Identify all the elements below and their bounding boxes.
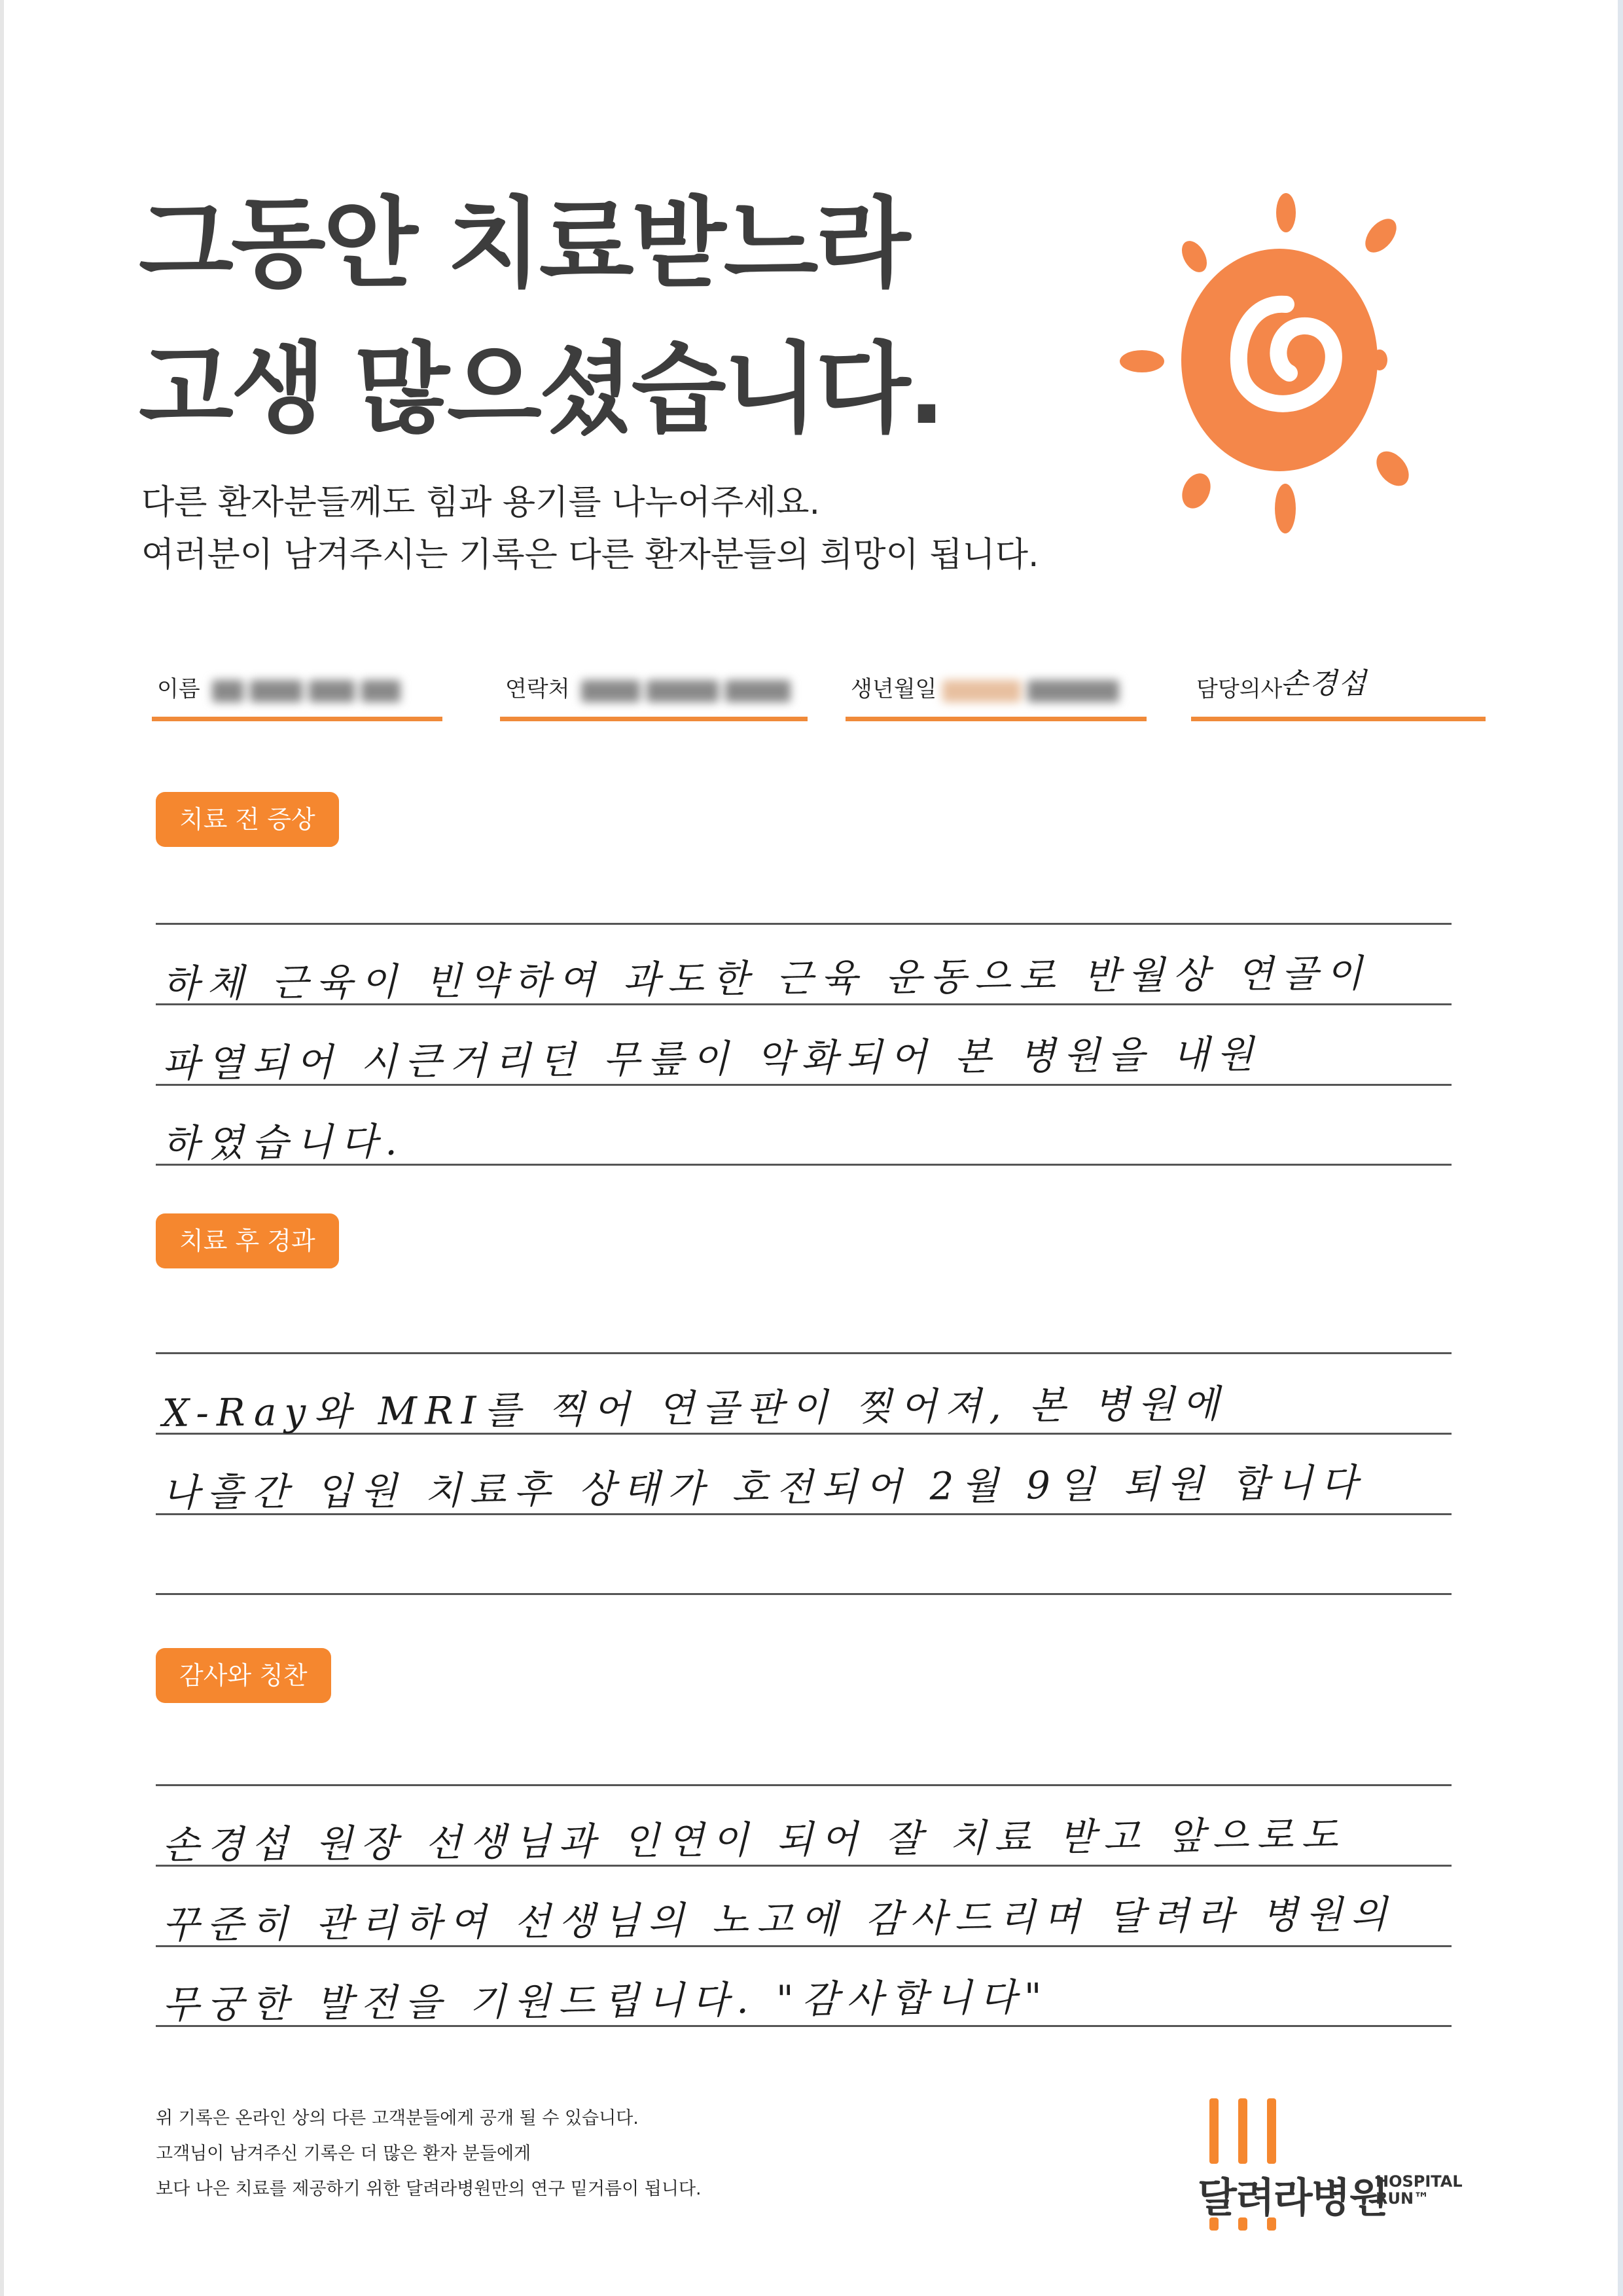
intro-line-2: 여러분이 남겨주시는 기록은 다른 환자분들의 희망이 됩니다.: [141, 535, 1039, 575]
sun-illustration: [1099, 177, 1414, 550]
birthdate-label: 생년월일: [851, 676, 937, 702]
before-line-1: 하체 근육이 빈약하여 과도한 근육 운동으로 반월상 연골이: [162, 950, 1371, 1006]
footer-note-3: 보다 나은 치료를 제공하기 위한 달려라병원만의 연구 밑거름이 됩니다.: [156, 2179, 702, 2199]
thanks-line-3: 무궁한 발전을 기원드립니다. "감사합니다": [162, 1975, 1050, 2027]
section-badge-after: 치료 후 경과: [156, 1213, 339, 1268]
headline-line-2: 고생 많으셨습니다.: [139, 332, 943, 446]
intro-text: [141, 476, 1039, 581]
ruled-line: [156, 1352, 1452, 1354]
logo-english-line-2: RUN™: [1376, 2189, 1430, 2208]
section-badge-thanks: 감사와 칭찬: [156, 1648, 331, 1703]
footer-note-1: 위 기록은 온라인 상의 다른 고객분들에게 공개 될 수 있습니다.: [156, 2108, 639, 2128]
name-label: 이름: [157, 676, 200, 702]
logo-english-line-1: HOSPITAL: [1376, 2172, 1463, 2191]
headline: [139, 171, 942, 462]
doctor-label: 담당의사: [1196, 676, 1283, 702]
thanks-line-2: 꾸준히 관리하여 선생님의 노고에 감사드리며 달려라 병원의: [162, 1892, 1395, 1947]
intro-line-1: 다른 환자분들께도 힘과 용기를 나누어주세요.: [141, 483, 821, 522]
ruled-line: [156, 1784, 1452, 1786]
logo-name: 달려라병원: [1198, 2174, 1387, 2221]
footer-notes: [156, 2101, 702, 2207]
hospital-logo: [1190, 2098, 1465, 2236]
before-line-2: 파열되어 시큰거리던 무릎이 악화되어 본 병원을 내원: [162, 1031, 1262, 1086]
after-line-2: 나흘간 입원 치료후 상태가 호전되어 2월 9일 퇴원 합니다: [162, 1460, 1366, 1515]
ruled-line: [156, 1593, 1452, 1595]
logo-english: [1376, 2173, 1463, 2207]
footer-note-2: 고객님이 남겨주신 기록은 더 많은 환자 분들에게: [156, 2144, 531, 2164]
doctor-signature: 손경섭: [1280, 667, 1368, 700]
birthdate-field: [846, 658, 1147, 721]
section-badge-before: 치료 전 증상: [156, 792, 339, 847]
name-redacted: [212, 670, 421, 715]
headline-line-1: 그동안 치료받느라: [139, 187, 908, 301]
contact-label: 연락처: [505, 676, 570, 702]
birthdate-redacted: [942, 670, 1139, 715]
contact-redacted: [581, 670, 804, 715]
before-line-3: 하였습니다.: [162, 1119, 405, 1166]
thanks-line-1: 손경섭 원장 선생님과 인연이 되어 잘 치료 받고 앞으로도: [162, 1812, 1346, 1867]
ruled-line: [156, 923, 1452, 925]
after-line-1: X-Ray와 MRI를 찍어 연골판이 찢어져, 본 병원에: [162, 1381, 1227, 1435]
contact-field: [500, 658, 808, 721]
name-field: [152, 658, 442, 721]
